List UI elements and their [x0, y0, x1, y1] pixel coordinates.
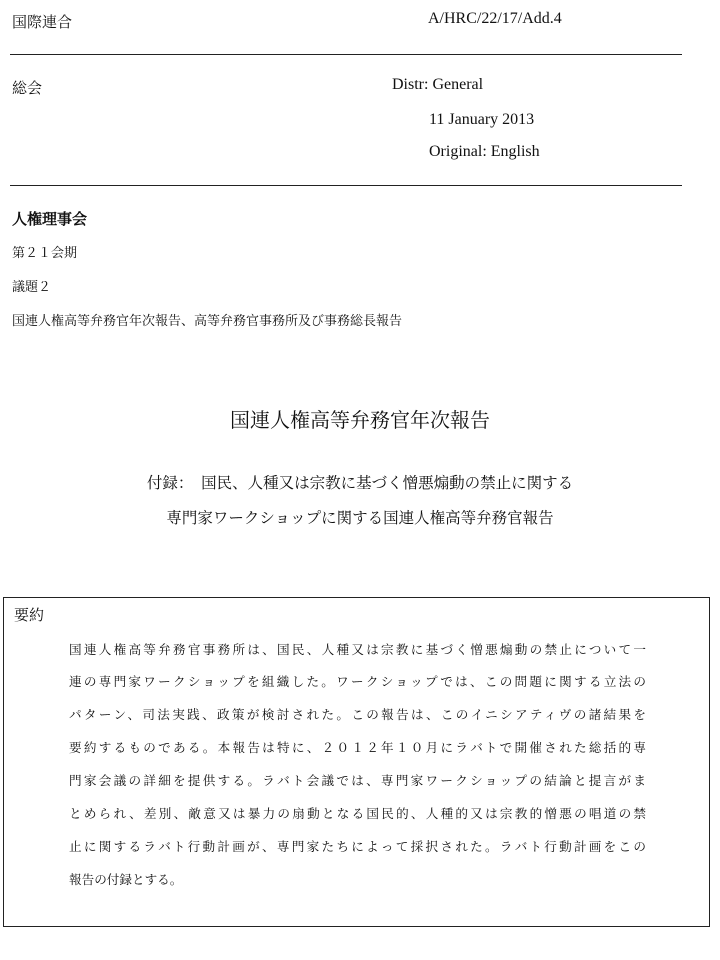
header-bottom-divider — [10, 185, 682, 186]
summary-line: 連の専門家ワークショップを組織した。ワークショップでは、この問題に関する立法の — [69, 674, 646, 689]
summary-line: とめられ、差別、敵意又は暴力の扇動となる国民的、人種的又は宗教的憎悪の唱道の禁 — [69, 806, 646, 821]
subtitle-line: 付録： 国民、人種又は宗教に基づく憎悪煽動の禁止に関する — [146, 474, 574, 492]
summary-line: パターン、司法実践、政策が検討された。この報告は、このイニシアティヴの諸結果を — [69, 707, 646, 722]
agenda-item: 議題２ — [12, 280, 52, 295]
summary-line: 国連人権高等弁務官事務所は、国民、人種又は宗教に基づく憎悪煽動の禁止について一 — [69, 642, 646, 657]
subtitle-line: 専門家ワークショップに関する国連人権高等弁務官報告 — [166, 509, 554, 527]
original-language: Original: English — [429, 143, 540, 160]
document-date: 11 January 2013 — [429, 111, 535, 128]
summary-heading: 要約 — [14, 606, 45, 624]
council-name: 人権理事会 — [12, 210, 88, 228]
summary-box — [3, 597, 710, 927]
header-divider — [10, 54, 682, 55]
summary-line: 門家会議の詳細を提供する。ラバト会議では、専門家ワークショップの結論と提言がま — [69, 773, 646, 788]
session-number: 第２１会期 — [12, 246, 78, 261]
agenda-title: 国連人権高等弁務官年次報告、高等弁務官事務所及び事務総長報告 — [12, 314, 403, 329]
summary-line: 報告の付録とする。 — [69, 872, 183, 887]
document-symbol: A/HRC/22/17/Add.4 — [428, 10, 562, 27]
body-name: 総会 — [12, 79, 43, 97]
summary-line: 止に関するラバト行動計画が、専門家たちによって採択された。ラバト行動計画をこの — [69, 839, 646, 854]
distribution-label: Distr: General — [392, 76, 484, 93]
organization-name: 国際連合 — [12, 13, 73, 31]
summary-line: 要約するものである。本報告は特に、２０１２年１０月にラバトで開催された総括的専 — [69, 740, 646, 755]
main-title: 国連人権高等弁務官年次報告 — [230, 408, 490, 432]
